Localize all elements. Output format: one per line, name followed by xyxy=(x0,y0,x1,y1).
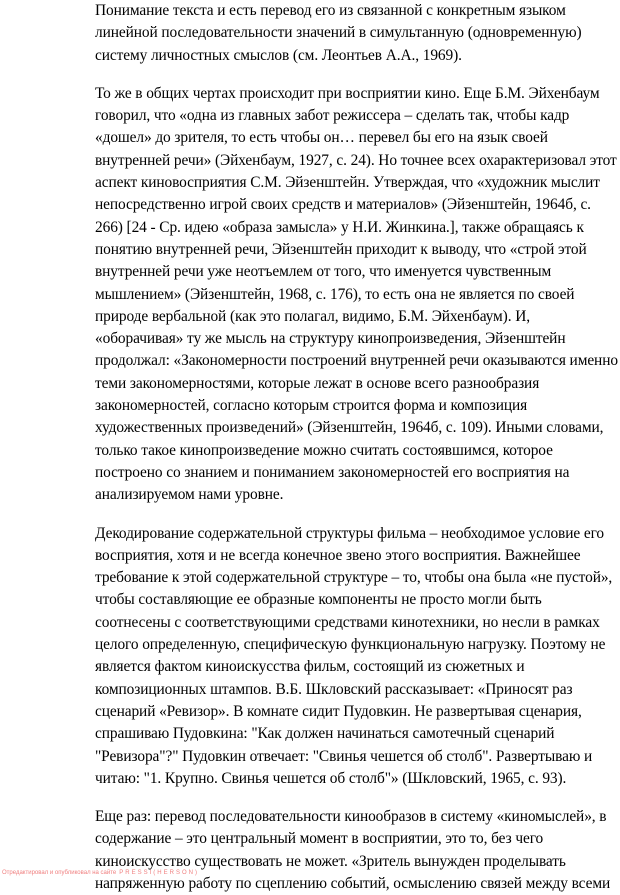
text-line: закономерностей, согласно которым строится форма и композиция xyxy=(95,397,528,415)
text-line: целого определенную, специфическую функциональную нагрузку. Поэтому не xyxy=(95,636,606,654)
paragraph xyxy=(95,0,620,67)
text-line: То же в общих чертах происходит при восприятии кино. Еще Б.М. Эйхенбаум xyxy=(95,84,600,102)
text-line: соотнесены с соответствующими средствами кинотехники, но несли в рамках xyxy=(95,613,600,631)
document-body xyxy=(95,0,620,895)
text-line: только такое кинопроизведение можно считать состоявшимся, которое xyxy=(95,441,553,459)
paragraph xyxy=(95,523,620,791)
text-line: является фактом киноискусства фильм, состоящий из сюжетных и xyxy=(95,658,525,676)
text-line: теми закономерностями, которые лежат в основе всего разнообразия xyxy=(95,374,540,392)
text-line: напряженную работу по сцеплению событий, осмыслению связей между всеми xyxy=(95,874,611,892)
paragraph xyxy=(95,83,620,507)
text-line: анализируемом нами уровне. xyxy=(95,486,284,504)
paragraph-gap xyxy=(95,67,620,83)
text-line: природе вербальной (как это полагал, видимо, Б.М. Эйхенбаум). И, xyxy=(95,307,530,325)
text-line: Декодирование содержательной структуры фильма – необходимое условие его xyxy=(95,524,604,542)
text-line: понятию внутренней речи, Эйзенштейн приходит к выводу, что «строй этой xyxy=(95,240,587,258)
text-line: «оборачивая» ту же мысль на структуру кинопроизведения, Эйзенштейн xyxy=(95,330,566,348)
text-line: чтобы составляющие ее образные компоненты не просто могли быть xyxy=(95,591,542,609)
text-line: линейной последовательности значений в симультанную (одновременную) xyxy=(95,24,582,42)
text-line: аспект киновосприятия С.М. Эйзенштейн. Утверждая, что «художник мыслит xyxy=(95,174,600,192)
text-line: построено со знанием и пониманием закономерностей его восприятия на xyxy=(95,463,570,481)
text-line: Понимание текста и есть перевод его из связанной с конкретным языком xyxy=(95,2,566,19)
text-line: «дошел» до зрителя, то есть чтобы он… перевел бы его на язык своей xyxy=(95,129,548,147)
text-line: спрашиваю Пудовкина: "Как должен начинаться самотечный сценарий xyxy=(95,725,555,743)
text-line: непосредственно игрой своих средств и материалов» (Эйзенштейн, 1964б, с. xyxy=(95,196,591,214)
paragraph-gap xyxy=(95,790,620,806)
text-line: требование к этой содержательной структуре – то, чтобы она была «не пустой», xyxy=(95,569,613,587)
text-line: мышлением» (Эйзенштейн, 1968, с. 176), то есть она не является по своей xyxy=(95,285,575,303)
footer-brand: PRESSI(HERSON) xyxy=(119,870,199,876)
text-line: "Ревизора"?" Пудовкин отвечает: "Свинья чешется об столб". Развертываю и xyxy=(95,747,593,765)
text-line: 266) [24 - Ср. идею «образа замысла» у Н.И. Жинкина.], также обращаясь к xyxy=(95,218,584,236)
text-line: систему личностных смыслов (см. Леонтьев А.А., 1969). xyxy=(95,46,462,64)
text-line: киноискусство существовать не может. «Зритель вынужден проделывать xyxy=(95,852,566,870)
text-line: Еще раз: перевод последовательности кинообразов в систему «киномыслей», в xyxy=(95,808,607,826)
text-line: читаю: "1. Крупно. Свинья чешется об столб"» (Шкловский, 1965, с. 93). xyxy=(95,769,567,787)
footer-credit xyxy=(2,870,199,876)
text-line: внутренней речи уже неотъемлем от того, что именуется чувственным xyxy=(95,263,552,281)
paragraph-gap xyxy=(95,507,620,523)
text-line: восприятия, хотя и не всегда конечное звено этого восприятия. Важнейшее xyxy=(95,546,581,564)
footer-text: Отредактировал и опубликовал на сайте xyxy=(2,870,117,876)
text-line: продолжал: «Закономерности построений внутренней речи оказываются именно xyxy=(95,352,618,370)
text-line: композиционных штампов. В.Б. Шкловский рассказывает: «Приносят раз xyxy=(95,680,573,698)
text-line: внутренней речи» (Эйхенбаум, 1927, с. 24). Но точнее всех охарактеризовал этот xyxy=(95,151,617,169)
text-line: художественных произведений» (Эйзенштейн, 1964б, с. 109). Иными словами, xyxy=(95,419,604,437)
text-line: сценарий «Ревизор». В комнате сидит Пудовкин. Не развертывая сценария, xyxy=(95,702,582,720)
text-line: содержание – это центральный момент в восприятии, это то, без чего xyxy=(95,830,544,848)
text-line: говорил, что «одна из главных забот режиссера – сделать так, чтобы кадр xyxy=(95,107,570,125)
